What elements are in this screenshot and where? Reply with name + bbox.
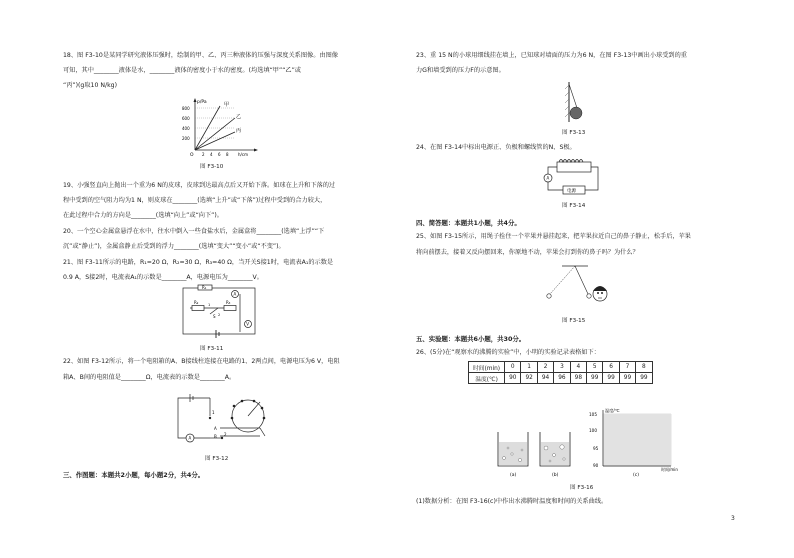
figure-f3-12-caption: 图 F3-12 bbox=[205, 456, 229, 462]
x-origin: O bbox=[190, 153, 194, 158]
figure-f3-15-caption: 图 F3-15 bbox=[562, 318, 586, 324]
table-cell: 8 bbox=[636, 362, 652, 373]
person-face-icon bbox=[593, 286, 607, 301]
y-tick: 105 bbox=[589, 412, 597, 417]
q18-line2: 可知，其中________液体是水，________液体的密度小于水的密度。(均选填“甲”“乙”或 bbox=[63, 67, 301, 74]
series-jia-label: 甲 bbox=[224, 102, 230, 108]
q26-line2: (1)数据分析：在图 F3-16(c)中作出水沸腾时温度和时间的关系曲线。 bbox=[416, 498, 608, 505]
x-tick: 4 bbox=[210, 152, 213, 157]
r2-label: R₂ bbox=[194, 300, 199, 305]
voltmeter-label: V bbox=[246, 321, 250, 327]
q20-line1: 20、一个空心金属盒悬浮在水中，往水中倒入一些食盐水后，金属盒将________(选填“上浮”“下 bbox=[63, 228, 325, 235]
q25-line1: 25、如图 F3-15所示，用绳子拴住一个苹果并悬挂起来，把苹果拉近自己的鼻子静止，松手后，苹果 bbox=[416, 233, 691, 240]
figure-f3-16c-grid bbox=[583, 408, 693, 478]
table-cell: 99 bbox=[603, 373, 619, 384]
q20-line2: 沉”或“静止”)，金属盒静止后受到的浮力________(选填“变大”“变小”或“不变”)。 bbox=[63, 243, 285, 250]
page-number: 3 bbox=[731, 515, 735, 522]
y-tick: 400 bbox=[182, 126, 190, 131]
series-yi-label: 乙 bbox=[236, 114, 242, 120]
table-cell: 0 bbox=[505, 362, 521, 373]
y-tick: 800 bbox=[182, 106, 190, 111]
label-a: (a) bbox=[510, 473, 517, 478]
x-axis-label: 时间/min bbox=[661, 467, 678, 472]
r1-label: R₁ bbox=[202, 285, 207, 290]
ammeter-label: A bbox=[188, 435, 192, 441]
ball-icon bbox=[570, 107, 582, 119]
y-tick: 100 bbox=[589, 428, 597, 433]
figure-f3-15-pendulum bbox=[540, 262, 610, 312]
q25-line2: 将向前摆去，接着又反向摆回来，你原地不动，苹果会打到你的鼻子吗？为什么？ bbox=[416, 249, 639, 256]
figure-f3-13-hanging-ball bbox=[555, 80, 585, 124]
switch-label: S bbox=[213, 314, 216, 319]
q24-line1: 24、在图 F3-14中标出电源正、负极和螺线管的N、S极。 bbox=[416, 144, 576, 151]
terminal-a-label: A bbox=[214, 426, 217, 431]
y-tick: 95 bbox=[593, 446, 599, 451]
table-cell: 温度(℃) bbox=[469, 373, 505, 384]
beaker-b-icon bbox=[540, 432, 570, 466]
q19-line1: 19、小强竖直向上抛出一个重为6 N的皮球，皮球到达最高点后又开始下落。如球在上升和下落的过 bbox=[63, 182, 336, 189]
section-3-heading: 三、作图题：本题共2小题，每小题2分，共4分。 bbox=[63, 471, 205, 479]
table-cell: 5 bbox=[587, 362, 603, 373]
table-row bbox=[469, 362, 653, 373]
series-bing-label: 丙 bbox=[236, 128, 242, 134]
q21-line2: 0.9 A，S接2时，电流表A₁的示数是________A，电源电压为________V。 bbox=[63, 274, 263, 281]
figure-f3-12-resistance-box bbox=[170, 388, 280, 450]
point-2-label: 2 bbox=[224, 432, 227, 437]
section-5-heading: 五、实验题：本题共6小题，共30分。 bbox=[416, 335, 526, 343]
terminal-2: 2 bbox=[218, 313, 221, 317]
table-cell: 时间(min) bbox=[469, 362, 505, 373]
figure-f3-14-caption: 图 F3-14 bbox=[562, 203, 586, 209]
series-jia-line bbox=[195, 106, 220, 150]
figure-f3-14-solenoid bbox=[543, 156, 603, 196]
table-cell: 99 bbox=[636, 373, 652, 384]
table-cell: 94 bbox=[537, 373, 553, 384]
table-cell: 6 bbox=[603, 362, 619, 373]
table-cell: 99 bbox=[587, 373, 603, 384]
r3-label: R₃ bbox=[226, 300, 231, 305]
boiling-data-table bbox=[468, 361, 653, 384]
table-row bbox=[469, 373, 653, 384]
x-tick: 8 bbox=[226, 152, 229, 157]
q26-line1: 26、(5分)在“观察水的沸腾的实验”中，小明的实验记录表格如下： bbox=[416, 349, 600, 356]
q19-line3: 在此过程中合力的方向是________(选填“向上”或“向下”)。 bbox=[63, 212, 223, 219]
beaker-a-icon bbox=[498, 432, 528, 466]
terminal-1: 1 bbox=[208, 303, 211, 307]
q23-line2: 力G和墙受到的压力F的示意图。 bbox=[416, 67, 505, 74]
figure-f3-11-caption: 图 F3-11 bbox=[200, 346, 224, 352]
figure-f3-13-caption: 图 F3-13 bbox=[562, 130, 586, 136]
table-cell: 96 bbox=[554, 373, 570, 384]
q18-line3: “丙”)(g取10 N/kg) bbox=[63, 82, 118, 89]
table-cell: 2 bbox=[537, 362, 553, 373]
label-c: (c) bbox=[633, 473, 639, 478]
figure-f3-10-pressure-graph bbox=[180, 98, 260, 158]
table-cell: 99 bbox=[619, 373, 635, 384]
table-cell: 1 bbox=[521, 362, 537, 373]
table-cell: 4 bbox=[570, 362, 586, 373]
y-tick: 200 bbox=[182, 136, 190, 141]
q22-line1: 22、如图 F3-12所示，将一个电阻箱的A、B接线柱连接在电路的1、2两点间，电源电压为6 V，电阻 bbox=[63, 358, 340, 365]
figure-f3-11-circuit bbox=[180, 286, 260, 340]
x-axis-label: h/cm bbox=[238, 152, 248, 157]
table-cell: 98 bbox=[570, 373, 586, 384]
y-axis-label: 温度/℃ bbox=[605, 408, 620, 413]
q23-line1: 23、重 15 N的小球用细线挂在墙上，已知球对墙面的压力为6 N，在图 F3-13中画出小球受到的重 bbox=[416, 52, 687, 59]
y-tick: 600 bbox=[182, 116, 190, 121]
series-bing-line bbox=[195, 132, 235, 150]
table-cell: 90 bbox=[505, 373, 521, 384]
table-cell: 92 bbox=[521, 373, 537, 384]
q18-line1: 18、图 F3-10是某同学研究液体压强时，绘制的甲、乙、丙三种液体的压强与深度关系图像。由图像 bbox=[63, 52, 338, 59]
ammeter-label: A bbox=[546, 175, 550, 181]
x-tick: 6 bbox=[218, 152, 221, 157]
figure-f3-16-beakers bbox=[494, 428, 584, 478]
section-4-heading: 四、简答题：本题共1小题，共4分。 bbox=[416, 219, 521, 227]
figure-f3-16-caption: 图 F3-16 bbox=[570, 485, 594, 491]
table-cell: 7 bbox=[619, 362, 635, 373]
point-1-label: 1 bbox=[212, 410, 215, 415]
figure-f3-10-caption: 图 F3-10 bbox=[200, 164, 224, 170]
x-tick: 2 bbox=[202, 152, 205, 157]
terminal-b-label: B bbox=[214, 434, 217, 439]
power-source-label: 电源 bbox=[567, 189, 576, 194]
label-b: (b) bbox=[552, 473, 559, 478]
y-tick: 90 bbox=[593, 463, 599, 468]
q21-line1: 21、图 F3-11所示的电路，R₁=20 Ω，R₂=30 Ω，R₃=40 Ω，当开关S接1时，电流表A₁的示数是 bbox=[63, 259, 334, 266]
q19-line2: 程中受到的空气阻力均为1 N，则皮球在________(选填“上升”或“下落”)过程中受到的合力较大， bbox=[63, 197, 327, 204]
series-yi-line bbox=[195, 118, 235, 150]
q22-line2: 箱A、B间的电阻值是________Ω，电流表的示数是________A。 bbox=[63, 374, 236, 381]
ammeter-label: A bbox=[233, 291, 237, 297]
y-axis-label: p/Pa bbox=[197, 100, 207, 105]
table-cell: 3 bbox=[554, 362, 570, 373]
